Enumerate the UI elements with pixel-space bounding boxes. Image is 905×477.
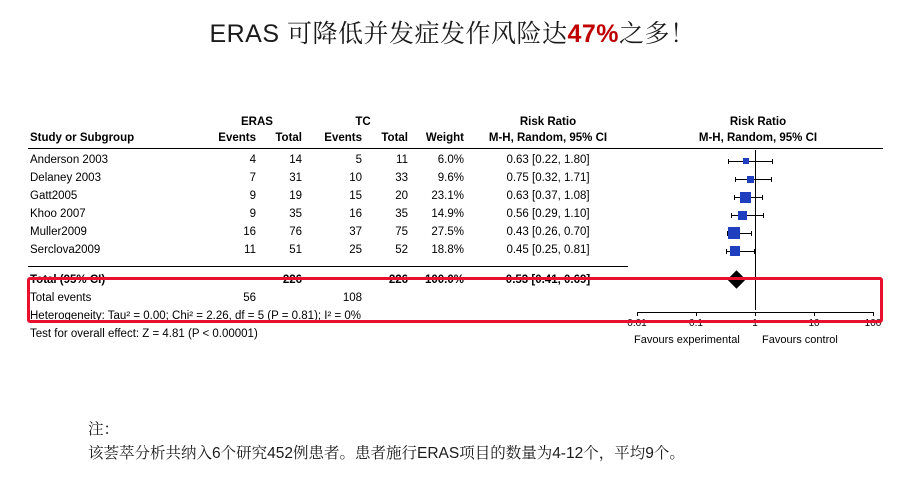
ci-cap-right [772,159,773,164]
overall-effect-text: Test for overall effect: Z = 4.81 (P < 0.00001) [30,328,258,340]
ci-cap-right [771,177,772,182]
column-header-rr-ci: M-H, Random, 95% CI [488,132,608,144]
x-tick [755,312,756,316]
table-row-events-eras: 9 [249,190,256,202]
total-row-rr-ci: 0.53 [0.41, 0.69] [505,274,591,286]
table-row-total-tc: 11 [396,154,408,166]
ci-cap-left [734,195,735,200]
total-row-label: Total (95% CI) [30,274,106,286]
table-row-events-tc: 15 [349,190,362,202]
table-row-events-eras: 16 [243,226,256,238]
table-row-total-eras: 31 [289,172,302,184]
slide-title-suffix: 之多！ [619,20,696,48]
column-header-weight: Weight [425,132,464,144]
slide-title-prefix: ERAS 可降低并发症发作风险达 [209,20,568,48]
table-row-total-tc: 33 [395,172,408,184]
table-row-weight: 14.9% [431,208,464,220]
group-header-eras: ERAS [241,116,273,128]
x-tick [873,312,874,316]
group-header-risk-ratio-stats: Risk Ratio [519,116,577,128]
column-header-study: Study or Subgroup [30,132,135,144]
footnote-label: 注： [88,421,120,438]
table-row-events-tc: 16 [349,208,362,220]
x-tick-label: 100 [864,318,882,329]
ci-cap-left [728,159,729,164]
table-row-total-tc: 35 [395,208,408,220]
table-row-total-tc: 52 [395,244,408,256]
column-header-rr-ci-plot: M-H, Random, 95% CI [698,132,818,144]
column-header-events-tc: Events [324,132,362,144]
x-tick [696,312,697,316]
table-row-events-eras: 7 [249,172,256,184]
favours-control-label: Favours control [762,334,838,346]
x-tick-label: 10 [808,318,820,329]
column-header-events-eras: Events [218,132,256,144]
slide-title-highlight: 47% [567,20,620,48]
table-row-weight: 6.0% [437,154,464,166]
footnote-line-1: 该荟萃分析共纳入6个研究452例患者。患者施行ERAS项目的数量为4-12个，平均9个。 [88,445,685,463]
total-row-weight: 100.0% [424,274,464,286]
table-row-total-tc: 75 [395,226,408,238]
total-events-label: Total events [30,292,92,304]
table-row-events-tc: 10 [349,172,362,184]
column-header-total-eras: Total [275,132,302,144]
heterogeneity-text: Heterogeneity: Tau² = 0.00; Chi² = 2.26, df = 5 (P = 0.81); I² = 0% [30,310,362,322]
table-row-events-eras: 11 [244,244,256,256]
table-row-events-tc: 25 [349,244,362,256]
totals-divider [28,266,628,267]
ci-cap-left [731,213,732,218]
total-row-total-eras: 226 [282,274,302,286]
ci-cap-right [754,249,755,254]
ci-cap-left [735,177,736,182]
table-row-total-eras: 35 [289,208,302,220]
table-row-total-eras: 76 [289,226,302,238]
forest-plot [28,108,883,376]
table-row-events-eras: 4 [249,154,256,166]
favours-experimental-label: Favours experimental [634,334,740,346]
x-tick [814,312,815,316]
table-row-total-eras: 51 [289,244,302,256]
table-row-rr-ci: 0.45 [0.25, 0.81] [506,244,590,256]
x-tick-label: 0.1 [689,318,703,329]
ci-cap-right [762,195,763,200]
table-row-study: Khoo 2007 [30,208,86,220]
ci-cap-right [751,231,752,236]
table-row-rr-ci: 0.75 [0.32, 1.71] [506,172,590,184]
table-row-rr-ci: 0.63 [0.37, 1.08] [506,190,590,202]
slide-title [0,14,905,50]
table-row-weight: 9.6% [437,172,464,184]
total-events-eras: 56 [243,292,256,304]
effect-marker [728,227,740,239]
reference-line [755,150,756,310]
effect-marker [747,176,754,183]
table-row-study: Muller2009 [30,226,87,238]
total-events-tc: 108 [342,292,362,304]
table-row-study: Delaney 2003 [30,172,101,184]
table-row-events-eras: 9 [249,208,256,220]
table-row-weight: 18.8% [431,244,464,256]
table-row-study: Gatt2005 [30,190,78,202]
x-tick-label: 0.01 [627,318,647,329]
table-row-rr-ci: 0.43 [0.26, 0.70] [506,226,590,238]
ci-cap-right [763,213,764,218]
effect-marker [738,211,747,220]
table-row-study: Anderson 2003 [30,154,109,166]
ci-line [728,161,772,162]
x-tick [637,312,638,316]
ci-line [731,215,763,216]
x-tick-label: 1 [752,318,758,329]
effect-marker [743,158,749,164]
table-row-weight: 23.1% [431,190,464,202]
table-row-rr-ci: 0.56 [0.29, 1.10] [506,208,590,220]
footnote [88,418,685,466]
table-row-total-eras: 14 [289,154,302,166]
total-row-total-tc: 226 [388,274,408,286]
table-row-total-tc: 20 [395,190,408,202]
table-row-events-tc: 37 [349,226,362,238]
table-row-events-tc: 5 [355,154,362,166]
table-row-rr-ci: 0.63 [0.22, 1.80] [506,154,590,166]
group-header-tc: TC [355,116,371,128]
table-row-total-eras: 19 [289,190,302,202]
table-row-weight: 27.5% [431,226,464,238]
ci-cap-left [726,249,727,254]
effect-marker [740,192,751,203]
summary-diamond [727,270,745,288]
forest-plot-graph [628,108,883,376]
effect-marker [730,246,740,256]
column-header-total-tc: Total [381,132,408,144]
table-row-study: Serclova2009 [30,244,101,256]
group-header-risk-ratio-plot: Risk Ratio [729,116,787,128]
